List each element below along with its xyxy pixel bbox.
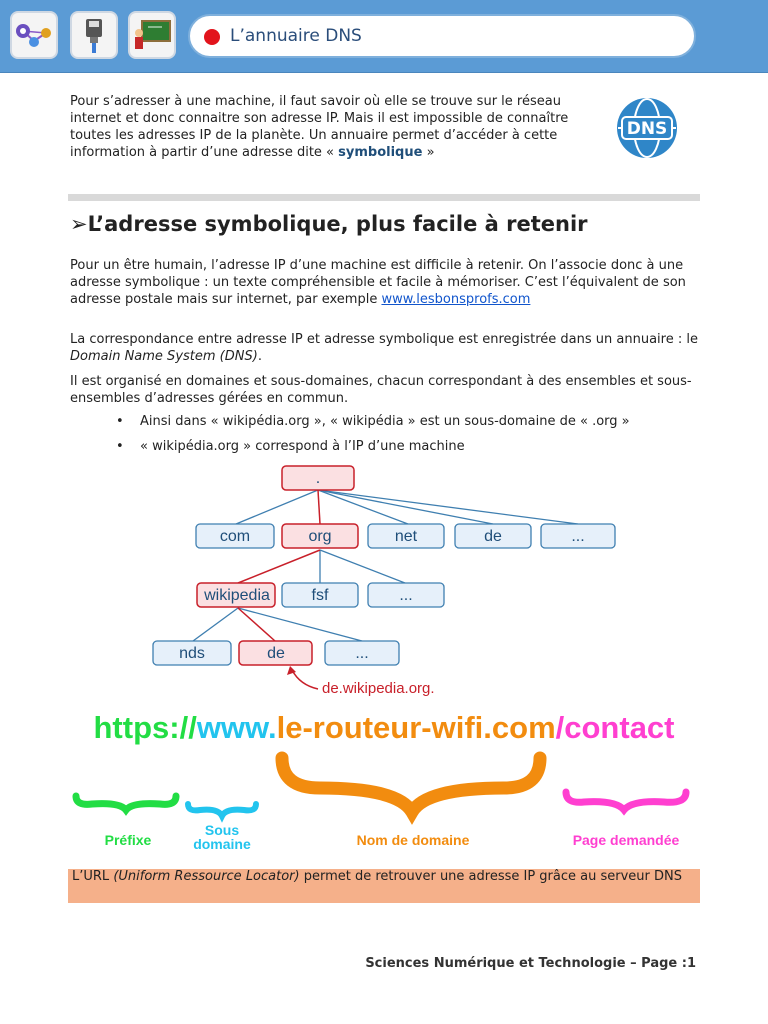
url-braces <box>0 748 768 828</box>
domain-label: Nom de domaine <box>356 832 470 848</box>
tree-node-label: ... <box>399 587 413 604</box>
tree-node-label: de <box>484 528 502 545</box>
ethernet-cable-icon[interactable] <box>70 11 118 59</box>
annotation-arrow <box>292 670 318 689</box>
intro-paragraph <box>70 93 590 161</box>
tree-node-label: ... <box>355 645 369 662</box>
red-dot-icon <box>204 29 220 45</box>
paragraph-3: Il est organisé en domaines et sous-domaines, chacun correspondant à des ensembles et sous-ensembles d’adresses gérées en commun. <box>70 374 692 406</box>
page-title: L’annuaire DNS <box>230 26 362 46</box>
note-italic: (Uniform Ressource Locator) <box>113 869 300 884</box>
p1-text: Pour un être humain, l’adresse IP d’une machine est difficile à retenir. On l’associe donc à une adresse symbolique : un texte compréhensible et facile à mémoriser. C’est l’équivalent de son adresse postale mais sur internet, par exemple <box>70 258 686 307</box>
tree-node-label: nds <box>179 645 205 662</box>
dns-tree-diagram <box>0 455 768 700</box>
tree-node-label: net <box>394 528 418 545</box>
network-nodes-icon[interactable] <box>10 11 58 59</box>
tree-node-label: fsf <box>311 587 329 604</box>
url-prefix: https:// <box>93 710 197 745</box>
url-note <box>68 869 700 903</box>
url-domain: le-routeur-wifi.com <box>276 710 556 745</box>
domain-brace-icon <box>282 758 540 812</box>
subdomain-brace-icon <box>188 804 256 816</box>
bullet-item <box>116 439 465 454</box>
bullet-item <box>116 414 630 429</box>
header-bar <box>0 0 768 73</box>
heading-text: L’adresse symbolique, plus facile à retenir <box>87 212 588 236</box>
bullet-text: « wikipédia.org » correspond à l’IP d’une machine <box>140 439 465 454</box>
subdomain-label-line2: domaine <box>193 836 251 852</box>
tree-node-label: de <box>267 645 285 662</box>
p2-italic: Domain Name System (DNS) <box>70 349 258 364</box>
teacher-board-icon[interactable] <box>128 11 176 59</box>
tree-node-label: wikipedia <box>204 587 270 604</box>
network-nodes-icon-graphic <box>12 13 56 57</box>
bullet-symbol: • <box>116 414 124 429</box>
url-example <box>0 710 768 746</box>
subdomain-label <box>182 823 262 851</box>
paragraph-1 <box>70 257 700 308</box>
section-heading <box>70 212 588 236</box>
tree-node-label: com <box>219 528 251 545</box>
title-pill <box>188 14 696 58</box>
url-subdomain: www. <box>196 710 277 745</box>
subdomain-label-line1: Sous <box>204 822 240 838</box>
bullet-symbol: • <box>116 439 124 454</box>
example-link[interactable]: www.lesbonsprofs.com <box>381 292 531 307</box>
ethernet-cable-icon-graphic <box>72 13 116 57</box>
prefix-brace-icon <box>76 796 176 810</box>
tree-node-label: . <box>315 470 321 487</box>
bullet-text: Ainsi dans « wikipédia.org », « wikipédia » est un sous-domaine de « .org » <box>140 414 630 429</box>
tree-node-label: org <box>308 528 332 545</box>
intro-end: » <box>422 145 435 160</box>
tree-annotation: de.wikipedia.org. <box>322 680 435 697</box>
dns-globe-icon <box>612 96 682 160</box>
p2-end: . <box>257 349 262 364</box>
dns-logo-text: DNS <box>626 119 668 139</box>
paragraph-2 <box>70 331 700 365</box>
p2-start: La correspondance entre adresse IP et adresse symbolique est enregistrée dans un annuaire : le <box>70 332 698 347</box>
page-brace-icon <box>566 792 686 810</box>
heading-arrow-icon: ➢ <box>70 212 88 236</box>
tree-node-label: ... <box>571 528 585 545</box>
note-start: L’URL <box>72 869 114 884</box>
intro-text: Pour s’adresser à une machine, il faut savoir où elle se trouve sur le réseau internet et donc connaitre son adresse IP. Mais il est impossible de connaître toutes les adresses IP de la planète. Un annuaire permet d’accéder à cette information à partir d’une adresse dite « <box>70 94 569 160</box>
separator <box>68 194 700 201</box>
page-footer: Sciences Numérique et Technologie – Page :1 <box>365 956 696 971</box>
url-page: /contact <box>555 710 675 745</box>
page-label: Page demandée <box>572 832 680 848</box>
teacher-board-icon-graphic <box>130 13 174 57</box>
prefix-label: Préfixe <box>104 832 152 848</box>
intro-bold-word: symbolique <box>338 145 423 160</box>
note-end: permet de retrouver une adresse IP grâce au serveur DNS <box>299 869 682 884</box>
